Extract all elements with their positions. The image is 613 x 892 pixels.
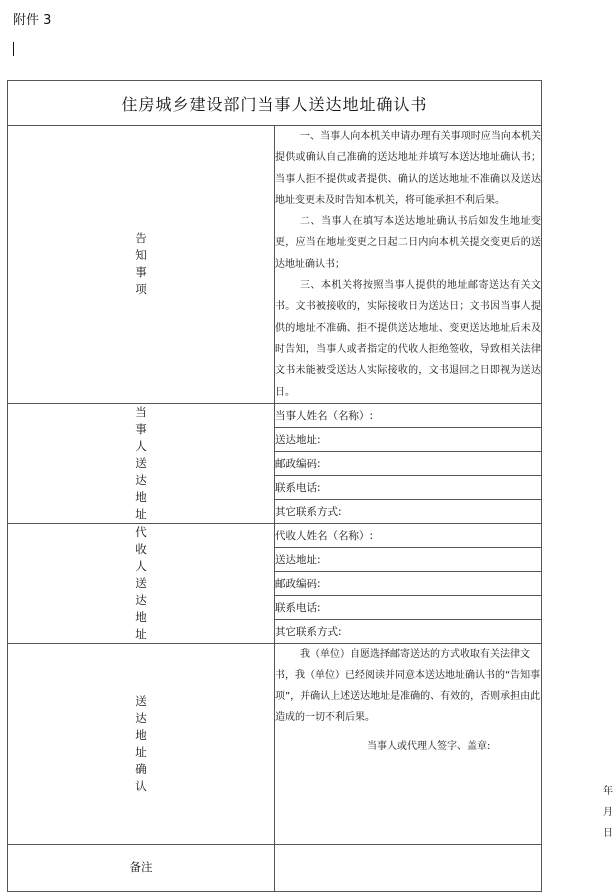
signature-line[interactable]: 当事人或代理人签字、盖章: xyxy=(367,740,491,752)
agent-label xyxy=(8,523,275,643)
notice-paragraph-2: 二、当事人在填写本送达地址确认书后如发生地址变更，应当在地址变更之日起二日内向本机关提交变更后的送达地址确认书； xyxy=(275,216,541,270)
party-name-field[interactable]: 当事人姓名（名称）: xyxy=(275,403,542,427)
party-row xyxy=(8,403,542,427)
notice-content xyxy=(275,126,542,404)
vertical-label: 当 事 人 送 达 地 址 xyxy=(135,404,147,521)
confirmation-row xyxy=(8,643,542,844)
form-title: 住房城乡建设部门当事人送达地址确认书 xyxy=(8,81,542,126)
notice-paragraph-1: 一、当事人向本机关申请办理有关事项时应当向本机关提供或确认自己准确的送达地址并填写本送达地址确认书；当事人拒不提供或者提供、确认的送达地址不准确以及送达地址变更未及时告知本机关，将可能承担不利后果。 xyxy=(275,131,541,206)
agent-name-field[interactable]: 代收人姓名（名称）: xyxy=(275,523,542,547)
vertical-label: 送 达 地 址 确 认 xyxy=(135,693,147,793)
attachment-label: 附件 3 xyxy=(13,13,52,28)
remarks-label: 备注 xyxy=(8,844,275,891)
notice-row xyxy=(8,126,542,404)
notice-paragraph-3: 三、本机关将按照当事人提供的地址邮寄送达有关文书。文书被接收的，实际接收日为送达日；文书因当事人提供的地址不准确、拒不提供送达地址、变更送达地址后未及时告知，当事人或者指定的代收人拒绝签收，导致相关法律文书未能被受送达人实际接收的，文书退回之日即视为送达日。 xyxy=(275,280,541,398)
address-confirmation-form xyxy=(7,80,613,892)
party-address-field[interactable]: 送达地址: xyxy=(275,427,542,451)
party-label xyxy=(8,403,275,523)
remarks-field[interactable] xyxy=(275,844,542,891)
notice-label xyxy=(8,126,275,404)
party-other-contact-field[interactable]: 其它联系方式: xyxy=(275,499,542,523)
remarks-row xyxy=(8,844,542,891)
agent-phone-field[interactable]: 联系电话: xyxy=(275,595,542,619)
vertical-label: 代 收 人 送 达 地 址 xyxy=(135,524,147,641)
confirmation-content: 我（单位）自愿选择邮寄送达的方式收取有关法律文书，我（单位）已经阅读并同意本送达地址确认书的“告知事项”，并确认上述送达地址是准确的、有效的，否则承担由此造成的一切不利后果。 当事人或代理人签字、盖章: 年月日 xyxy=(275,643,542,844)
agent-other-contact-field[interactable]: 其它联系方式: xyxy=(275,619,542,643)
agent-address-field[interactable]: 送达地址: xyxy=(275,547,542,571)
party-phone-field[interactable]: 联系电话: xyxy=(275,475,542,499)
agent-row xyxy=(8,523,542,547)
text-cursor xyxy=(13,42,14,56)
agent-postcode-field[interactable]: 邮政编码: xyxy=(275,571,542,595)
confirmation-text: 我（单位）自愿选择邮寄送达的方式收取有关法律文书，我（单位）已经阅读并同意本送达地址确认书的“告知事项”，并确认上述送达地址是准确的、有效的，否则承担由此造成的一切不利后果。 xyxy=(275,648,541,723)
party-postcode-field[interactable]: 邮政编码: xyxy=(275,451,542,475)
vertical-label: 告 知 事 项 xyxy=(135,231,147,297)
confirmation-label xyxy=(8,643,275,844)
